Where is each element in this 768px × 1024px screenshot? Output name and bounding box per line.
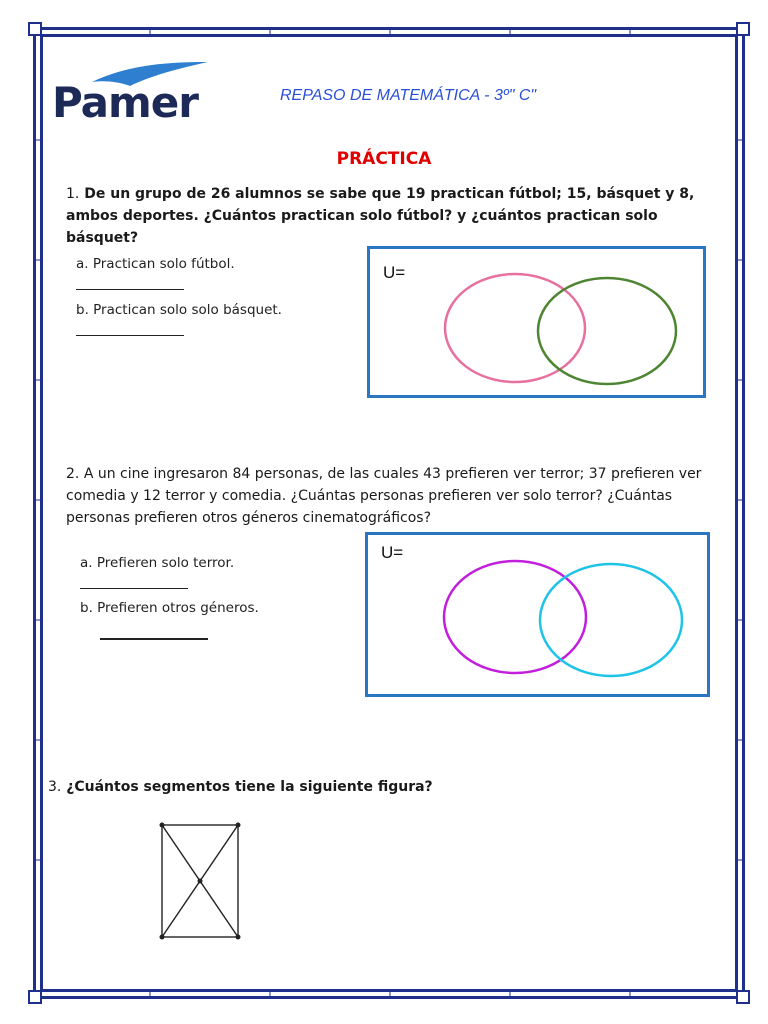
figure-vertex	[160, 935, 165, 940]
figure-vertex	[160, 823, 165, 828]
question-1-answer-b: b. Practican solo solo básquet.	[76, 302, 282, 318]
section-title: PRÁCTICA	[336, 149, 432, 169]
question-2-number: 2.	[66, 466, 80, 482]
figure-vertex	[236, 823, 241, 828]
page-header-title: REPASO DE MATEMÁTICA - 3º" C"	[280, 87, 537, 104]
question-1-number: 1.	[66, 186, 80, 202]
question-2-answer-a: a. Prefieren solo terror.	[80, 555, 235, 571]
question-1-text: De un grupo de 26 alumnos se sabe que 19 practican fútbol; 15, básquet y 8, ambos deportes. ¿Cuántos practican solo fútbol? y ¿cuántos practican solo básquet?	[66, 186, 695, 246]
question-1-answer-a: a. Practican solo fútbol.	[76, 256, 235, 272]
question-2-answer-b: b. Prefieren otros géneros.	[80, 600, 259, 616]
venn-1-universe-label: U=	[383, 263, 406, 282]
venn-2-universe-label: U=	[381, 543, 404, 562]
logo: Pamer	[52, 78, 198, 127]
figure-vertex	[236, 935, 241, 940]
question-2-text: A un cine ingresaron 84 personas, de las cuales 43 prefieren ver terror; 37 prefieren ver comedia y 12 terror y comedia. ¿Cuántas personas prefieren ver solo terror? ¿Cuántas personas prefieren otros géneros cinematográficos?	[66, 466, 702, 526]
figure-vertex	[198, 879, 203, 884]
question-3-number: 3.	[48, 779, 62, 795]
question-3-text: ¿Cuántos segmentos tiene la siguiente figura?	[66, 779, 433, 795]
